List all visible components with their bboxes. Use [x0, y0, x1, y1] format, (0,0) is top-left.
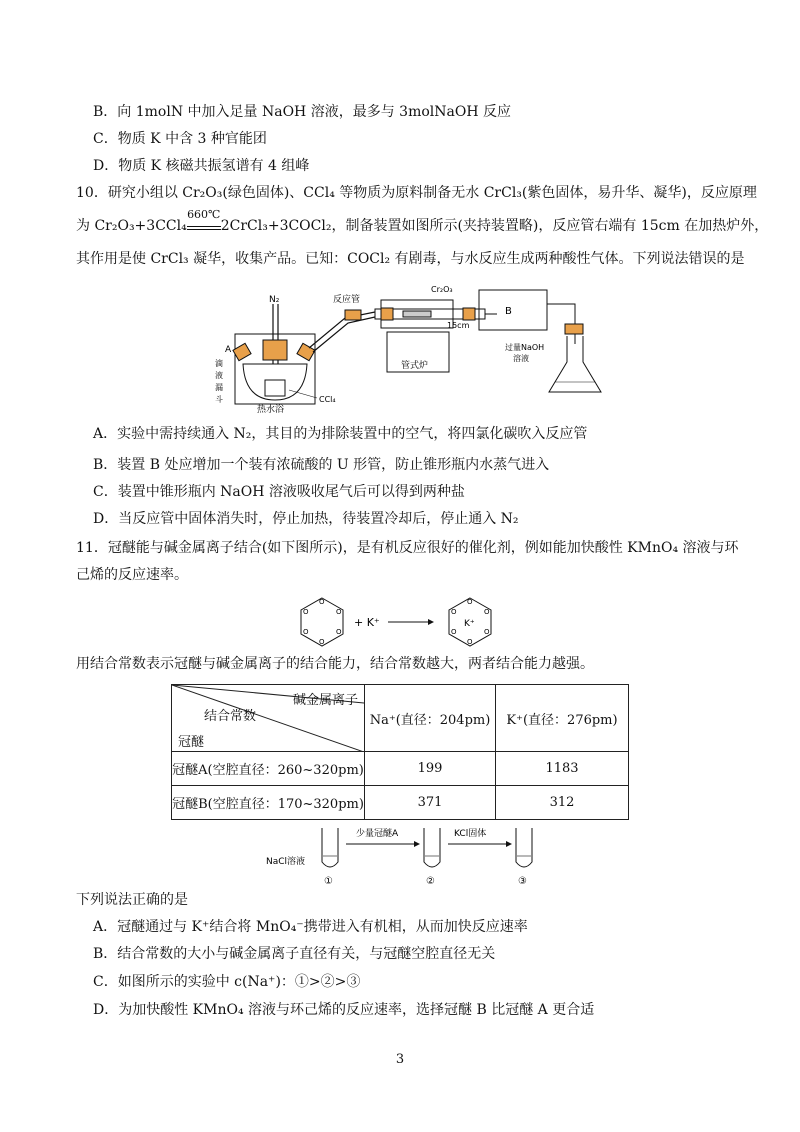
corner-binding-constant: 结合常数 [204, 709, 257, 724]
row-name: 冠醚A(空腔直径：260~320pm) [172, 752, 365, 786]
oxygen-atom: O [319, 598, 325, 606]
q11-stem-line4: 下列说法正确的是 [76, 892, 188, 908]
q9-option-c: C．物质 K 中含 3 种官能团 [93, 131, 267, 147]
apparatus-diagram [205, 282, 605, 422]
binding-constant-table [171, 684, 629, 820]
ccl4-label: CCl₄ [319, 395, 336, 404]
naoh-label-2: 溶液 [513, 354, 529, 363]
stopper-left [233, 343, 251, 360]
oxygen-atom: O [451, 608, 457, 616]
oxygen-atom: O [467, 638, 473, 646]
col-header-na: Na⁺(直径：204pm) [365, 685, 496, 752]
test-tube-3 [516, 828, 532, 867]
funnel-char-1: 滴 [215, 359, 223, 368]
crown-ether-scheme [290, 590, 520, 654]
q10-equation-right: 2CrCl₃+3COCl₂，制备装置如图所示(夹持装置略)，反应管右端有 15cm 在加热炉外， [220, 218, 769, 234]
crown-ether-ring [301, 598, 343, 646]
q9-option-b: B．向 1molN 中加入足量 NaOH 溶液，最多与 3molNaOH 反应 [93, 104, 511, 120]
oxygen-atom: O [303, 608, 309, 616]
label-b: B [505, 306, 512, 317]
stopper-center [263, 340, 287, 360]
q11-stem-line3: 用结合常数表示冠醚与碱金属离子的结合能力，结合常数越大，两者结合能力越强。 [76, 656, 594, 672]
cell-na: 199 [365, 752, 496, 786]
funnel-char-4: 斗 [215, 395, 223, 404]
oxygen-atom: O [336, 628, 342, 636]
col-header-k: K⁺(直径：276pm) [496, 685, 629, 752]
equals-sign [187, 226, 221, 230]
oxygen-atom: O [319, 638, 325, 646]
complexed-crown-ether [449, 598, 491, 646]
q10-option-c: C．装置中锥形瓶内 NaOH 溶液吸收尾气后可以得到两种盐 [93, 484, 465, 500]
step1-label: 少量冠醚A [356, 829, 399, 839]
q11-option-c: C．如图所示的实验中 c(Na⁺)：①>②>③ [93, 974, 361, 990]
reaction-condition: 660℃ [187, 208, 221, 221]
q10-stem-line2 [76, 208, 769, 236]
q10-stem-line3: 其作用是使 CrCl₃ 凝华，收集产品。已知：COCl₂ 有剧毒，与水反应生成两种酸性气体。下列说法错误的是 [76, 251, 745, 267]
cell-na: 371 [365, 786, 496, 820]
oxygen-atom: O [303, 628, 309, 636]
q10-option-d: D．当反应管中固体消失时，停止加热，待装置冷却后，停止通入 N₂ [93, 511, 519, 527]
naoh-label-1: 过量NaOH [505, 343, 545, 352]
tube-furnace-label: 管式炉 [401, 361, 429, 371]
test-tube-2 [424, 828, 440, 867]
n2-label: N₂ [269, 295, 280, 305]
corner-alkali-ion: 碱金属离子 [292, 693, 358, 708]
nacl-label: NaCl溶液 [266, 857, 306, 867]
step2-label: KCl固体 [454, 829, 487, 839]
k-ion-center: K⁺ [464, 619, 475, 629]
oxygen-atom: O [451, 628, 457, 636]
row-name: 冠醚B(空腔直径：170~320pm) [172, 786, 365, 820]
oxygen-atom: O [336, 608, 342, 616]
length-label: 15cm [447, 321, 470, 330]
corner-crown-ether: 冠醚 [178, 735, 205, 750]
hot-water-bath-label: 热水浴 [257, 405, 285, 415]
q10-equation-left: 为 Cr₂O₃+3CCl₄ [76, 218, 187, 234]
test-tube-experiment [262, 822, 562, 888]
q10-option-b: B．装置 B 处应增加一个装有浓硫酸的 U 形管，防止锥形瓶内水蒸气进入 [93, 457, 550, 473]
table-row [172, 752, 629, 786]
funnel-char-2: 液 [215, 371, 223, 380]
cell-k: 312 [496, 786, 629, 820]
test-tube-1 [322, 828, 338, 867]
q10-option-a: A．实验中需持续通入 N₂，其目的为排除装置中的空气，将四氯化碳吹入反应管 [93, 426, 588, 442]
funnel-char-3: 漏 [215, 383, 223, 392]
q11-stem-line1: 11．冠醚能与碱金属离子结合(如下图所示)，是有机反应很好的催化剂，例如能加快酸性 KMnO₄ 溶液与环 [76, 540, 739, 556]
page-number: 3 [395, 1052, 405, 1067]
cell-k: 1183 [496, 752, 629, 786]
q11-option-b: B．结合常数的大小与碱金属离子直径有关，与冠醚空腔直径无关 [93, 946, 496, 962]
cr2o3-label: Cr₂O₃ [431, 285, 453, 294]
oxygen-atom: O [484, 608, 490, 616]
tube-label-3: ③ [518, 876, 527, 887]
table-corner-cell [172, 685, 365, 752]
table-row [172, 786, 629, 820]
box-b [479, 290, 547, 330]
oxygen-atom: O [484, 628, 490, 636]
conical-flask [549, 336, 601, 392]
q11-stem-line2: 己烯的反应速率。 [76, 567, 188, 583]
oxygen-atom: O [467, 598, 473, 606]
q11-option-d: D．为加快酸性 KMnO₄ 溶液与环己烯的反应速率，选择冠醚 B 比冠醚 A 更合适 [93, 1002, 595, 1018]
q11-option-a: A．冠醚通过与 K⁺结合将 MnO₄⁻携带进入有机相，从而加快反应速率 [93, 919, 528, 935]
q9-option-d: D．物质 K 核磁共振氢谱有 4 组峰 [93, 158, 310, 174]
connector-joint [345, 310, 361, 320]
plus-k-ion: + K⁺ [354, 616, 380, 629]
tube-label-2: ② [426, 876, 435, 887]
label-a: A [225, 345, 232, 355]
q10-stem-line1: 10．研究小组以 Cr₂O₃(绿色固体)、CCl₄ 等物质为原料制备无水 CrCl₃(紫色固体，易升华、凝华)，反应原理 [76, 185, 757, 201]
tube-label-1: ① [324, 876, 333, 887]
reaction-tube-label: 反应管 [333, 295, 361, 305]
